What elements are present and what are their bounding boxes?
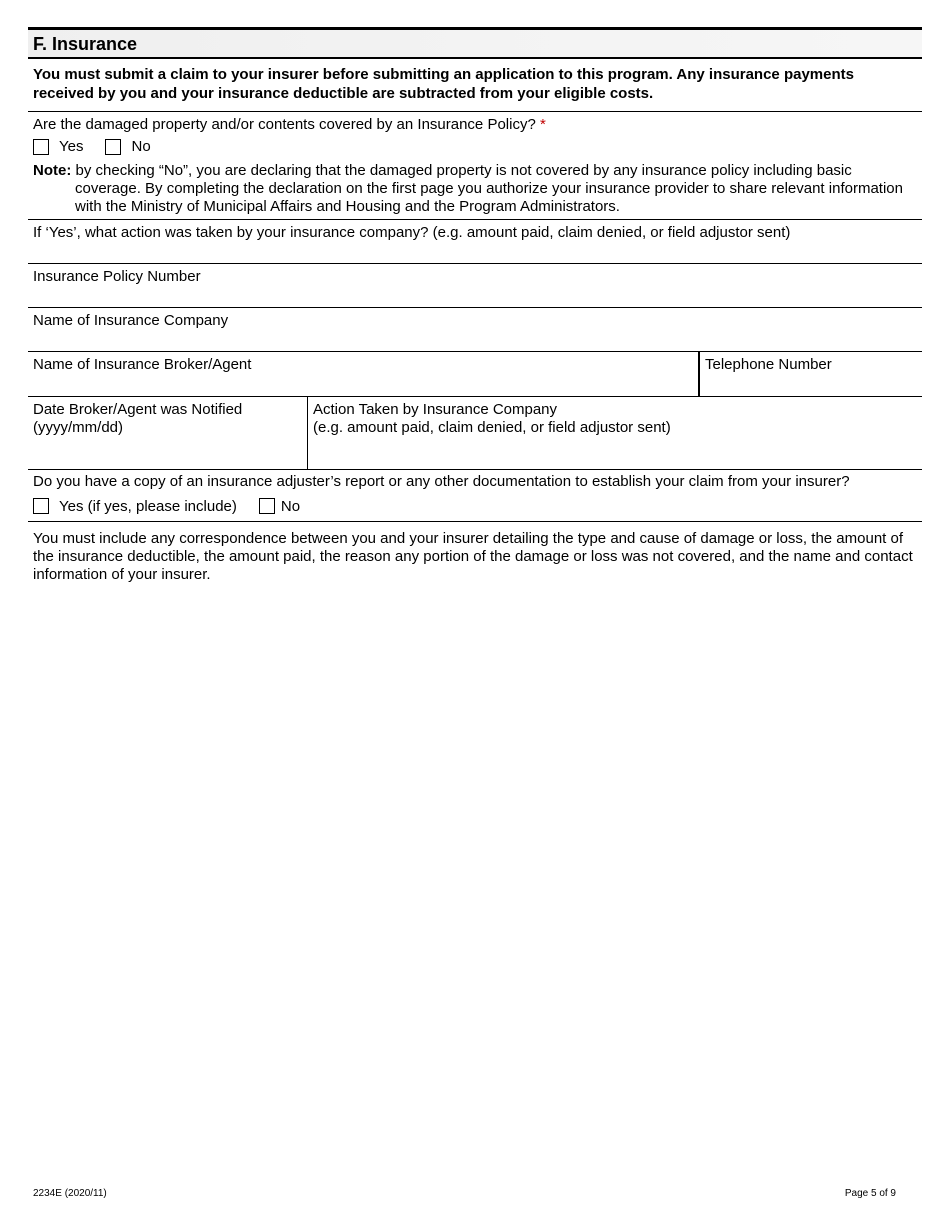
- coverage-no-checkbox[interactable]: [105, 139, 121, 155]
- adjuster-options: [28, 491, 922, 521]
- broker-row: [28, 352, 922, 397]
- action-taken-label: Action Taken by Insurance Company: [313, 401, 558, 418]
- telephone-field[interactable]: [698, 352, 922, 396]
- adjuster-question-block: [28, 470, 922, 522]
- adjuster-no-option[interactable]: [259, 498, 300, 515]
- action-if-yes-label: If ‘Yes’, what action was taken by your insurance company? (e.g. amount paid, claim denied, or field adjustor sent): [33, 224, 791, 241]
- date-notified-label: Date Broker/Agent was Notified: [33, 401, 243, 418]
- adjuster-yes-checkbox[interactable]: [33, 498, 49, 514]
- notification-row: [28, 397, 922, 470]
- action-taken-field[interactable]: [307, 397, 922, 469]
- policy-number-field[interactable]: [28, 264, 922, 308]
- coverage-options: [33, 134, 917, 160]
- note-text: by checking “No”, you are declaring that the damaged property is not covered by any insurance policy including basic coverage. By completing the declaration on the first page you authorize your insurance provider to share relevant information with the Ministry of Municipal Affairs and Housing and the Program Administrators.: [75, 162, 903, 215]
- page-number: Page 5 of 9: [844, 1188, 896, 1199]
- coverage-question-block: [28, 112, 922, 160]
- adjuster-no-label: No: [280, 497, 301, 515]
- coverage-no-label: No: [131, 138, 151, 155]
- action-if-yes-field[interactable]: [28, 220, 922, 264]
- coverage-yes-checkbox[interactable]: [33, 139, 49, 155]
- section-title: F. Insurance: [28, 27, 922, 59]
- coverage-yes-option[interactable]: [33, 138, 83, 156]
- closing-instructions: You must include any correspondence between you and your insurer detailing the type and cause of damage or loss, the amount of the insurance deductible, the amount paid, the reason any portion of the damage or loss was not covered, and the name and contact information of your insurer.: [33, 530, 913, 583]
- coverage-question: Are the damaged property and/or contents covered by an Insurance Policy?: [33, 116, 536, 133]
- coverage-yes-label: Yes: [59, 138, 84, 155]
- intro-text: You must submit a claim to your insurer before submitting an application to this program. Any insurance payments received by you and your insurance deductible are subtracted from your eligible costs.: [28, 59, 922, 112]
- note-label: Note:: [33, 162, 72, 179]
- action-taken-hint: (e.g. amount paid, claim denied, or field adjustor sent): [313, 419, 671, 436]
- telephone-label: Telephone Number: [705, 356, 832, 373]
- adjuster-question: Do you have a copy of an insurance adjuster’s report or any other documentation to establish your claim from your insurer?: [33, 473, 850, 490]
- insurance-form: [28, 27, 922, 584]
- company-name-label: Name of Insurance Company: [33, 312, 229, 329]
- broker-name-field[interactable]: [28, 352, 698, 396]
- form-id: 2234E (2020/11): [33, 1188, 107, 1199]
- adjuster-yes-option[interactable]: [33, 498, 237, 515]
- required-asterisk: *: [539, 116, 546, 133]
- date-notified-field[interactable]: [28, 397, 307, 469]
- company-name-field[interactable]: [28, 308, 922, 352]
- adjuster-yes-label: Yes (if yes, please include): [59, 497, 237, 515]
- coverage-no-option[interactable]: [105, 138, 150, 156]
- date-format-hint: (yyyy/mm/dd): [33, 419, 123, 436]
- note: [28, 160, 922, 220]
- policy-number-label: Insurance Policy Number: [33, 268, 201, 285]
- adjuster-no-checkbox[interactable]: [259, 498, 275, 514]
- broker-name-label: Name of Insurance Broker/Agent: [33, 356, 252, 373]
